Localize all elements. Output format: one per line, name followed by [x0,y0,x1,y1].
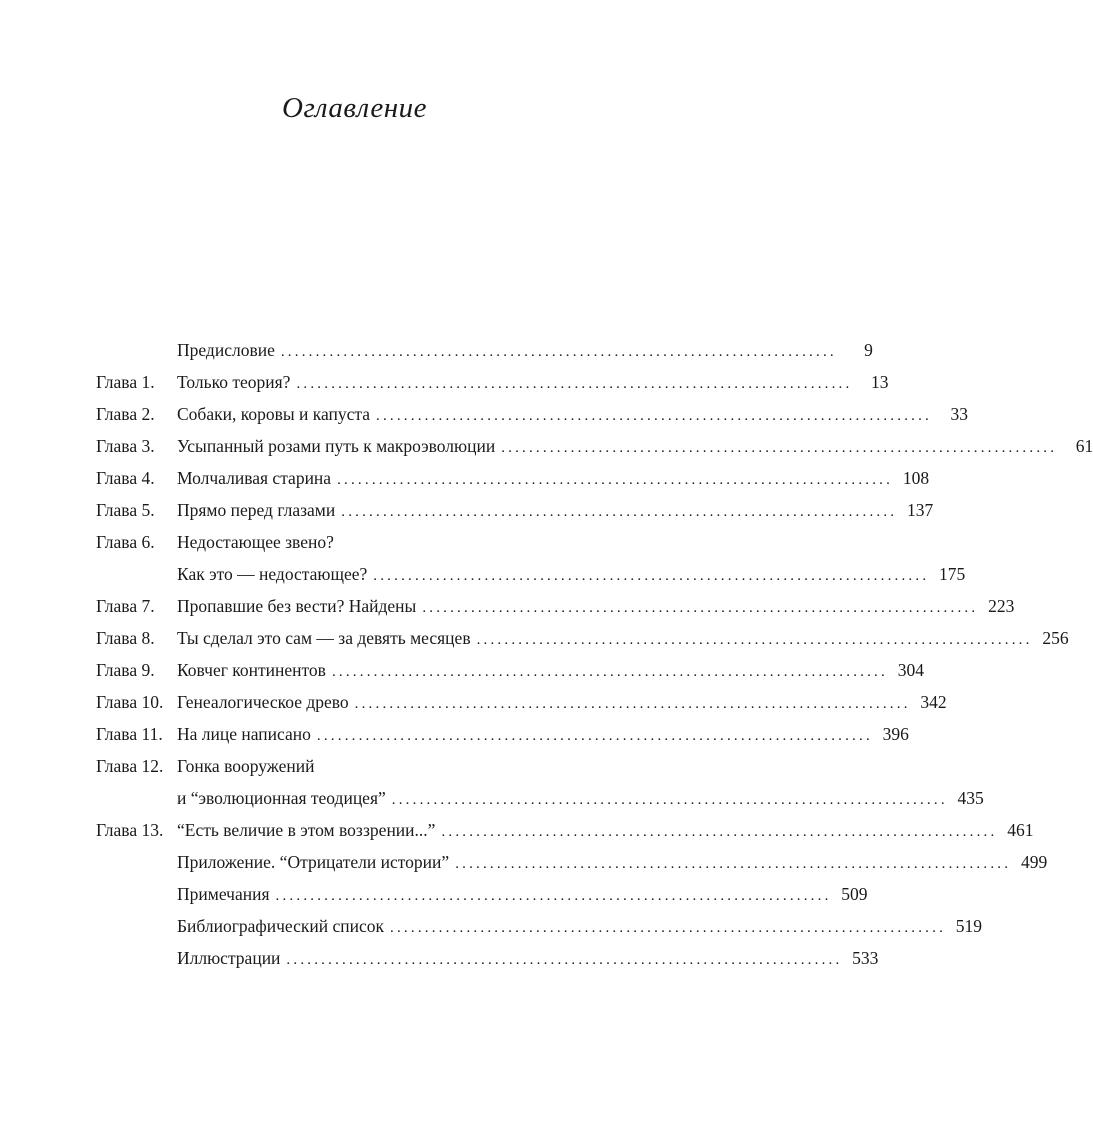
dot-leader: ................................................................................ [341,504,898,520]
entry-title: Собаки, коровы и капуста [177,398,376,430]
dot-leader: ................................................................................ [391,792,948,808]
toc-row [96,814,1034,846]
toc-row [96,654,924,686]
entry-title: Прямо перед глазами [177,494,341,526]
entry-title: Молчаливая старина [177,462,337,494]
toc-row [96,910,983,942]
entry-title: Приложение. “Отрицатели истории” [177,846,455,878]
page-title: Оглавление [282,92,427,124]
toc-row [96,750,621,782]
chapter-number: Глава 12. [96,756,164,776]
toc-row [96,462,930,494]
toc-row [96,878,868,910]
chapter-number: Глава 2. [96,404,155,424]
page-number: 223 [988,596,1015,616]
entry-title: Библиографический список [177,910,390,942]
entry-title: На лице написано [177,718,317,750]
dot-leader: ................................................................................ [354,696,911,712]
dot-leader: ................................................................................ [441,824,998,840]
toc-entry [177,910,983,944]
dot-leader: ................................................................................ [337,472,894,488]
entry-title: Ковчег континентов [177,654,332,686]
dot-leader: ................................................................................ [455,856,1012,872]
chapter-number: Глава 5. [96,500,155,520]
dot-leader: ................................................................................ [422,600,979,616]
toc-entry [177,526,621,558]
page-number: 342 [920,692,947,712]
page-number: 519 [955,916,983,936]
toc-entry [177,462,930,496]
toc-row [96,430,1093,462]
page-number: 304 [897,660,924,680]
page-number: 533 [852,948,879,968]
toc-row [96,718,909,750]
dot-leader: ................................................................................ [316,728,873,744]
chapter-number: Глава 4. [96,468,155,488]
toc-row [96,334,873,366]
page-number: 435 [957,788,984,808]
dot-leader: ................................................................................ [390,920,947,936]
toc-entry [177,494,934,528]
toc-entry [177,366,889,400]
page-number: 33 [950,404,968,424]
toc-entry [177,558,966,592]
toc-row [96,558,966,590]
chapter-number: Глава 6. [96,532,155,552]
toc-entry [177,622,1069,656]
chapter-number: Глава 10. [96,692,164,712]
toc-entry [177,686,947,720]
dot-leader: ................................................................................ [331,664,888,680]
dot-leader: ................................................................................ [501,440,1058,456]
chapter-number: Глава 11. [96,724,163,744]
toc-row [96,590,1015,622]
page-number: 256 [1042,628,1069,648]
toc-entry [177,590,1015,624]
toc-row [96,366,889,398]
chapter-number: Глава 8. [96,628,155,648]
chapter-number: Глава 1. [96,372,155,392]
page-number: 509 [841,884,868,904]
page-number: 9 [864,340,873,360]
chapter-number: Глава 3. [96,436,155,456]
toc-row [96,782,984,814]
page-number: 499 [1020,852,1048,872]
entry-title: Иллюстрации [177,942,286,974]
entry-title: Усыпанный розами путь к макроэволюции [177,430,501,462]
entry-title: Генеалогическое древо [177,686,355,718]
page-number: 461 [1007,820,1034,840]
page-number: 13 [870,372,889,392]
entry-title: “Есть величие в этом воззрении...” [177,814,441,846]
toc-entry [177,430,1093,464]
toc-entry [177,654,924,688]
page-number: 61 [1075,436,1093,456]
dot-leader: ................................................................................ [280,344,837,360]
toc-row [96,398,968,430]
toc-row [96,622,1069,654]
toc-row [96,526,621,558]
page-number: 396 [882,724,909,744]
page-number: 108 [902,468,930,488]
toc-entry [177,878,868,912]
dot-leader: ................................................................................ [296,376,853,392]
toc-row [96,686,947,718]
toc-entry [177,398,968,432]
toc-entry [177,334,873,368]
dot-leader: ................................................................................ [376,408,932,424]
chapter-number: Глава 9. [96,660,155,680]
toc-row [96,846,1048,878]
toc-entry [177,942,879,976]
entry-title: и “эволюционная теодицея” [177,782,392,814]
toc-entry [177,782,984,816]
entry-title: Как это — недостающее? [177,558,373,590]
page-number: 137 [907,500,934,520]
dot-leader: ................................................................................ [275,888,832,904]
table-of-contents [96,334,1093,974]
toc-entry [177,718,909,752]
entry-title: Только теория? [177,366,296,398]
chapter-number: Глава 13. [96,820,164,840]
entry-title: Недостающее звено? [177,526,340,558]
chapter-number: Глава 7. [96,596,155,616]
dot-leader: ................................................................................ [286,952,843,968]
dot-leader: ................................................................................ [373,568,930,584]
toc-entry [177,750,621,782]
entry-title: Предисловие [177,334,281,366]
toc-row [96,494,934,526]
entry-title: Пропавшие без вести? Найдены [177,590,422,622]
entry-title: Гонка вооружений [177,750,320,782]
toc-row [96,942,879,974]
toc-entry [177,814,1034,848]
entry-title: Ты сделал это сам — за девять месяцев [177,622,477,654]
dot-leader: ................................................................................ [476,632,1033,648]
entry-title: Примечания [177,878,276,910]
page-number: 175 [939,564,966,584]
toc-entry [177,846,1048,880]
